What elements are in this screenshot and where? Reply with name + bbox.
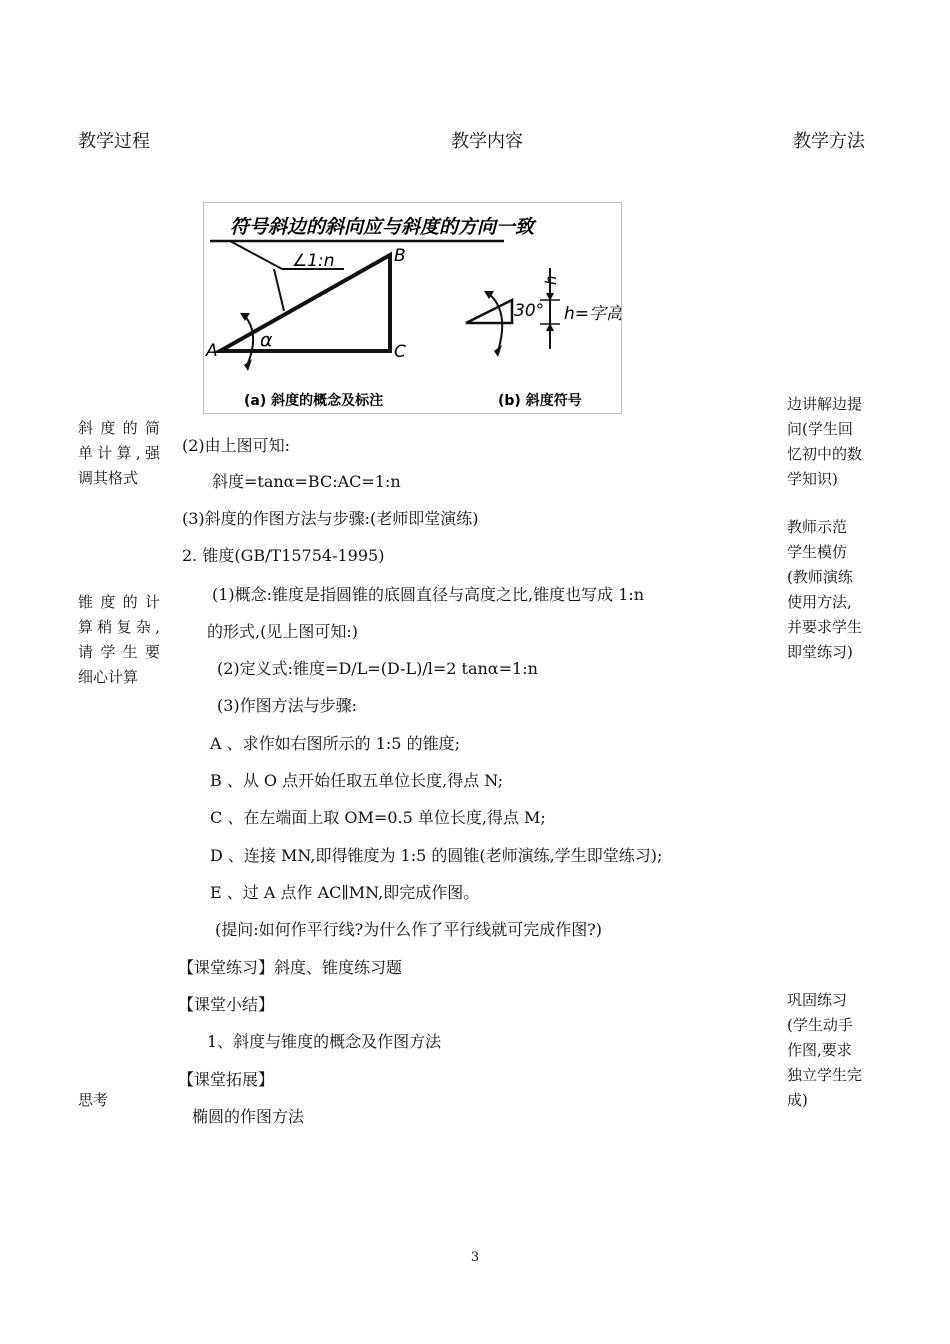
caption-b: (b) 斜度符号 bbox=[498, 393, 582, 409]
content-line: 【课堂小结】 bbox=[178, 995, 275, 1014]
alpha-label: α bbox=[260, 329, 273, 351]
left-note-think: 思考 bbox=[78, 1091, 109, 1109]
content-line: (1)概念:锥度是指圆锥的底圆直径与高度之比,锥度也写成 1:n bbox=[212, 585, 645, 604]
content-line: (3)斜度的作图方法与步骤:(老师即堂演练) bbox=[182, 509, 479, 528]
point-a-label: A bbox=[206, 341, 218, 361]
right-note-demo: 教师示范 学生模仿 (教师演练 使用方法, 并要求学生 即堂练习) bbox=[787, 518, 863, 661]
angle-label: 30° bbox=[514, 301, 545, 321]
content-line: 2. 锥度(GB/T15754-1995) bbox=[182, 546, 385, 565]
slope-diagram bbox=[204, 203, 621, 413]
right-note-practice: 巩固练习 (学生动手 作图,要求 独立学生完 成) bbox=[787, 991, 863, 1109]
content-line: E 、过 A 点作 AC∥MN,即完成作图。 bbox=[210, 883, 480, 902]
point-c-label: C bbox=[394, 342, 406, 362]
point-b-label: B bbox=[394, 246, 406, 266]
figure-top-text: 符号斜边的斜向应与斜度的方向一致 bbox=[230, 216, 535, 238]
left-note-taper: 锥度的计 算稍复杂, 请学生要 细心计算 bbox=[78, 593, 160, 686]
page-number: 3 bbox=[470, 1250, 480, 1265]
content-line: (2)定义式:锥度=D/L=(D-L)/l=2 tanα=1:n bbox=[217, 659, 538, 678]
h-equation: h=字高 bbox=[564, 304, 621, 324]
content-line: (3)作图方法与步骤: bbox=[217, 696, 358, 715]
ratio-label: ∠1:n bbox=[292, 251, 335, 271]
caption-a: (a) 斜度的概念及标注 bbox=[244, 393, 384, 409]
header-process: 教学过程 bbox=[78, 131, 150, 152]
left-note-slope: 斜度的简 单计算,强 调其格式 bbox=[78, 419, 160, 487]
content-line: A 、求作如右图所示的 1:5 的锥度; bbox=[210, 734, 460, 753]
content-line: 斜度=tanα=BC:AC=1:n bbox=[212, 472, 401, 491]
content-line: B 、从 O 点开始任取五单位长度,得点 N; bbox=[210, 771, 504, 790]
header-method: 教学方法 bbox=[793, 131, 865, 152]
content-line: 的形式,(见上图可知:) bbox=[207, 622, 358, 641]
header-content: 教学内容 bbox=[451, 131, 523, 152]
content-line: 【课堂练习】斜度、锥度练习题 bbox=[178, 958, 403, 977]
content-line: C 、在左端面上取 OM=0.5 单位长度,得点 M; bbox=[210, 808, 546, 827]
content-line: (提问:如何作平行线?为什么作了平行线就可完成作图?) bbox=[215, 920, 603, 939]
content-line: 【课堂拓展】 bbox=[178, 1070, 275, 1089]
slope-figure bbox=[203, 202, 622, 414]
content-line: 椭圆的作图方法 bbox=[192, 1107, 305, 1126]
h-label: h bbox=[542, 275, 560, 285]
content-line: (2)由上图可知: bbox=[182, 436, 291, 455]
right-note-explain: 边讲解边提 问(学生回 忆初中的数 学知识) bbox=[787, 395, 863, 488]
content-line: D 、连接 MN,即得锥度为 1:5 的圆锥(老师演练,学生即堂练习); bbox=[210, 846, 663, 865]
content-line: 1、斜度与锥度的概念及作图方法 bbox=[207, 1032, 442, 1051]
